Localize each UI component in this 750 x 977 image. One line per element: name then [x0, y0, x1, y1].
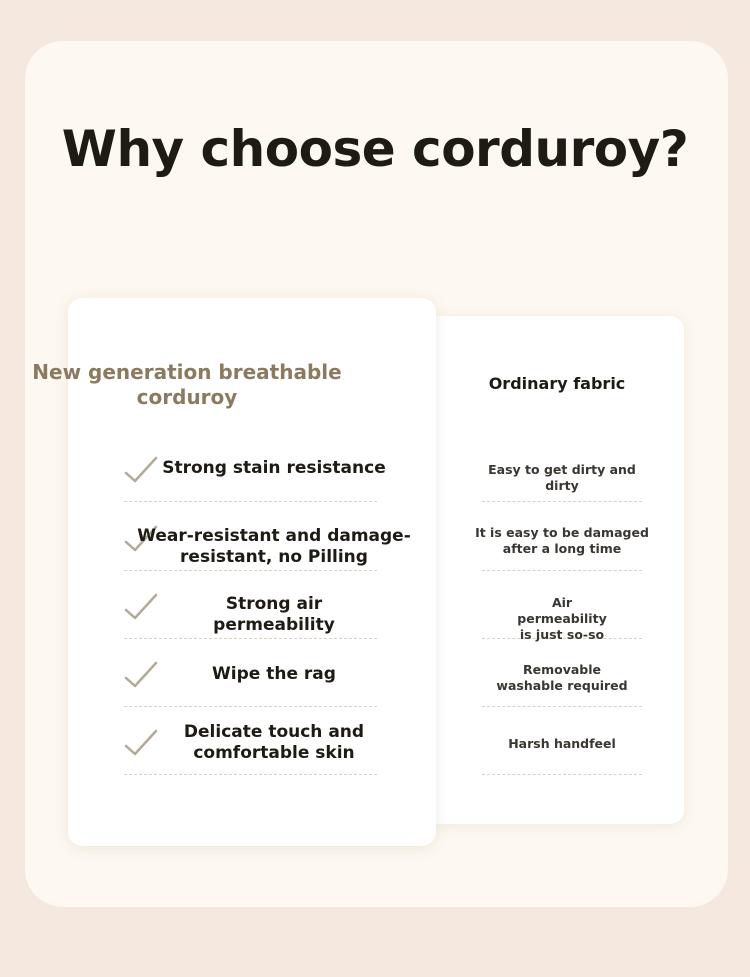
corduroy-feature-text: Wear-resistant and damage-resistant, no Pilling [137, 526, 411, 567]
ordinary-fabric-row [475, 516, 649, 571]
ordinary-fabric-text: Removable washable required [496, 662, 628, 693]
corduroy-feature-text: Delicate touch and comfortable skin [183, 722, 365, 763]
ordinary-fabric-text: Harsh handfeel [508, 736, 616, 751]
ordinary-fabric-card-title: Ordinary fabric [488, 374, 626, 393]
corduroy-feature-row [124, 584, 377, 639]
ordinary-fabric-text: Air permeability is just so-so [517, 595, 607, 642]
ordinary-fabric-text: Easy to get dirty and dirty [488, 462, 636, 493]
corduroy-feature-text: Strong air permeability [213, 594, 335, 635]
corduroy-feature-row [124, 720, 377, 775]
ordinary-fabric-row [482, 652, 642, 707]
corduroy-feature-text: Wipe the rag [212, 664, 336, 684]
page-title: Why choose corduroy? [61, 120, 689, 178]
ordinary-fabric-row [482, 720, 642, 775]
ordinary-fabric-row [482, 448, 642, 502]
corduroy-feature-row [124, 652, 377, 707]
corduroy-feature-row [124, 516, 411, 571]
ordinary-fabric-text: It is easy to be damaged after a long time [475, 525, 649, 556]
corduroy-card-title: New generation breathable corduroy [32, 360, 342, 409]
corduroy-feature-row [124, 448, 386, 502]
corduroy-feature-text: Strong stain resistance [162, 458, 386, 478]
ordinary-fabric-row [482, 584, 642, 642]
